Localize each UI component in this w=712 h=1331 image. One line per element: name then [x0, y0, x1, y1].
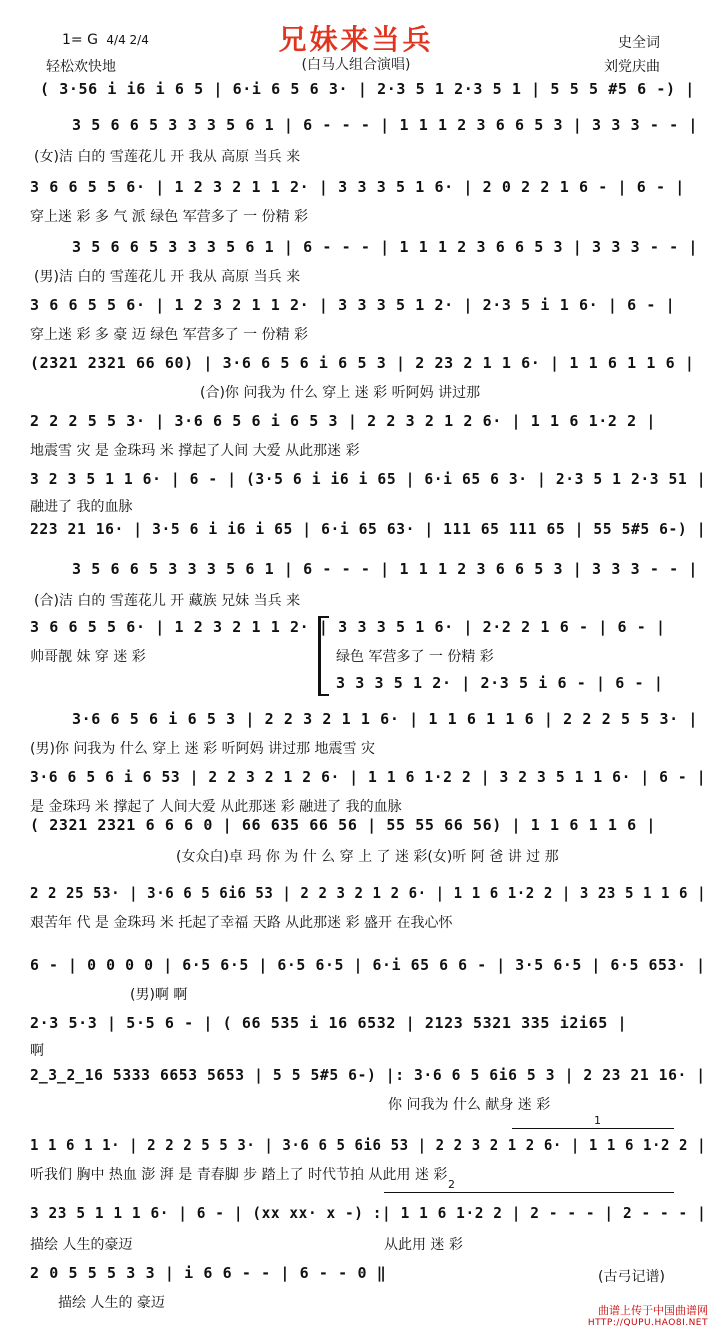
lyric-row: (合)你 问我为 什么 穿上 迷 彩 听阿妈 讲过那 — [200, 385, 481, 401]
lyric-row: 描绘 人生的豪迈 — [30, 1237, 133, 1253]
lyric-row: 艰苦年 代 是 金珠玛 米 托起了幸福 天路 从此那迷 彩 盛开 在我心怀 — [30, 915, 453, 931]
watermark-url: HTTP://QUPU.HAO8I.NET — [587, 1318, 708, 1328]
notation-row: 3 23 5 1 1 1 6· | 6 - | (xx xx· x -) :| 1 1 6 1·2 2 | 2 - - - | 2 - - - | — [30, 1204, 707, 1222]
lyric-row: (男)洁 白的 雪莲花儿 开 我从 高原 当兵 来 — [34, 269, 301, 285]
tempo-marking: 轻松欢快地 — [46, 59, 116, 75]
lyric-row: 从此用 迷 彩 — [384, 1237, 463, 1253]
lyric-row: 穿上迷 彩 多 气 派 绿色 军营多了 一 份精 彩 — [30, 209, 309, 225]
lyric-row: 绿色 军营多了 一 份精 彩 — [336, 649, 494, 665]
lyric-row: 穿上迷 彩 多 豪 迈 绿色 军营多了 一 份精 彩 — [30, 327, 309, 343]
notation-row: 2 2 25 53· | 3·6 6 5 6i6 53 | 2 2 3 2 1 2 6· | 1 1 6 1·2 2 | 3 23 5 1 1 6 | — [30, 884, 707, 902]
notation-row: 3·6 6 5 6 i 6 53 | 2 2 3 2 1 2 6· | 1 1 6 1·2 2 | 3 2 3 5 1 1 6· | 6 - | — [30, 768, 707, 786]
notation-row: 2̲3̲2̲16 5333 6653 5653 | 5 5 5#5 6-) |: 3·6 6 5 6i6 5 3 | 2 23 21 16· | — [30, 1066, 706, 1084]
site-watermark — [588, 1305, 708, 1329]
watermark-text: 曲谱上传于中国曲谱网 — [598, 1304, 708, 1317]
notation-row: 1 1 6 1 1· | 2 2 2 5 5 3· | 3·6 6 5 6i6 53 | 2 2 3 2 1 2 6· | 1 1 6 1·2 2 | — [30, 1136, 707, 1154]
lyric-row: (女)洁 白的 雪莲花儿 开 我从 高原 当兵 来 — [34, 149, 301, 165]
notation-row: ( 2321 2321 6 6 6 0 | 66 635 66 56 | 55 55 66 56) | 1 1 6 1 1 6 | — [30, 816, 656, 834]
second-ending-bracket — [384, 1192, 674, 1193]
notation-row: 3 3 3 5 1 2· | 2·3 5 i 6 - | 6 - | — [336, 674, 664, 692]
notation-row: (2321 2321 66 60) | 3·6 6 5 6 i 6 5 3 | 2 23 2 1 1 6· | 1 1 6 1 1 6 | — [30, 354, 695, 372]
song-title: 兄妹来当兵 — [278, 23, 434, 56]
notation-row: 3·6 6 5 6 i 6 5 3 | 2 2 3 2 1 1 6· | 1 1 6 1 1 6 | 2 2 2 5 5 3· | — [72, 710, 698, 728]
recorder-credit: (古弓记谱) — [598, 1269, 665, 1285]
lyric-row: (男)啊 啊 — [130, 987, 188, 1003]
notation-row: 3 5 6 6 5 3 3 3 5 6 1 | 6 - - - | 1 1 1 2 3 6 6 5 3 | 3 3 3 - - | — [72, 560, 698, 578]
notation-row: 3 2 3 5 1 1 6· | 6 - | (3·5 6 i i6 i 65 | 6·i 65 6 3· | 2·3 5 1 2·3 51 | — [30, 470, 707, 488]
time-signature: 4/4 2/4 — [106, 33, 149, 47]
lyric-row: 听我们 胸中 热血 澎 湃 是 青春脚 步 踏上了 时代节拍 从此用 迷 彩 — [30, 1167, 448, 1183]
key-signature: 1= G — [62, 32, 98, 48]
lyric-row: 地震雪 灾 是 金珠玛 米 撑起了人间 大爱 从此那迷 彩 — [30, 443, 360, 459]
notation-row: 3 5 6 6 5 3 3 3 5 6 1 | 6 - - - | 1 1 1 2 3 6 6 5 3 | 3 3 3 - - | — [72, 238, 698, 256]
notation-row: 6 - | 0 0 0 0 | 6·5 6·5 | 6·5 6·5 | 6·i 65 6 6 - | 3·5 6·5 | 6·5 653· | — [30, 956, 706, 974]
notation-row: 2 2 2 5 5 3· | 3·6 6 5 6 i 6 5 3 | 2 2 3 2 1 2 6· | 1 1 6 1·2 2 | — [30, 412, 656, 430]
first-ending-bracket — [512, 1128, 674, 1129]
composer: 刘党庆曲 — [604, 59, 660, 75]
lyric-row: 帅哥靓 妹 穿 迷 彩 — [30, 649, 146, 665]
lyricist: 史全词 — [618, 35, 660, 51]
notation-row: 2 0 5 5 5 3 3 | i 6 6 - - | 6 - - 0 ‖ — [30, 1264, 387, 1282]
key-time-signature — [62, 32, 149, 48]
lyric-row: 是 金珠玛 米 撑起了 人间大爱 从此那迷 彩 融进了 我的血脉 — [30, 799, 402, 815]
performer-subtitle: (白马人组合演唱) — [301, 57, 411, 73]
notation-row: 3 6 6 5 5 6· | 1 2 3 2 1 1 2· | 3 3 3 5 1 6· | 2·2 2 1 6 - | 6 - | — [30, 618, 666, 636]
lyric-row: 你 问我为 什么 献身 迷 彩 — [388, 1097, 551, 1113]
lyric-row: (女众白)卓 玛 你 为 什 么 穿 上 了 迷 彩(女)听 阿 爸 讲 过 那 — [176, 849, 559, 865]
lyric-row: 啊 — [30, 1043, 44, 1059]
notation-row: 223 21 16· | 3·5 6 i i6 i 65 | 6·i 65 63· | 111 65 111 65 | 55 5#5 6-) | — [30, 520, 707, 538]
notation-row: 3 6 6 5 5 6· | 1 2 3 2 1 1 2· | 3 3 3 5 1 6· | 2 0 2 2 1 6 - | 6 - | — [30, 178, 685, 196]
lyric-row: 描绘 人生的 豪迈 — [58, 1295, 165, 1311]
divisi-bracket — [318, 616, 329, 696]
lyric-row: (合)洁 白的 雪莲花儿 开 藏族 兄妹 当兵 来 — [34, 593, 301, 609]
notation-row: 2·3 5·3 | 5·5 6 - | ( 66 535 i 16 6532 | 2123 5321 335 i2i65 | — [30, 1014, 628, 1032]
lyric-row: (男)你 问我为 什么 穿上 迷 彩 听阿妈 讲过那 地震雪 灾 — [30, 741, 375, 757]
notation-row: ( 3·56 i i6 i 6 5 | 6·i 6 5 6 3· | 2·3 5 1 2·3 5 1 | 5 5 5 #5 6 -) | — [40, 80, 695, 98]
notation-row: 3 6 6 5 5 6· | 1 2 3 2 1 1 2· | 3 3 3 5 1 2· | 2·3 5 i 1 6· | 6 - | — [30, 296, 676, 314]
volta-label-1: 1 — [594, 1114, 601, 1127]
notation-row: 3 5 6 6 5 3 3 3 5 6 1 | 6 - - - | 1 1 1 2 3 6 6 5 3 | 3 3 3 - - | — [72, 116, 698, 134]
volta-label-2: 2 — [448, 1178, 455, 1191]
lyric-row: 融进了 我的血脉 — [30, 499, 133, 515]
